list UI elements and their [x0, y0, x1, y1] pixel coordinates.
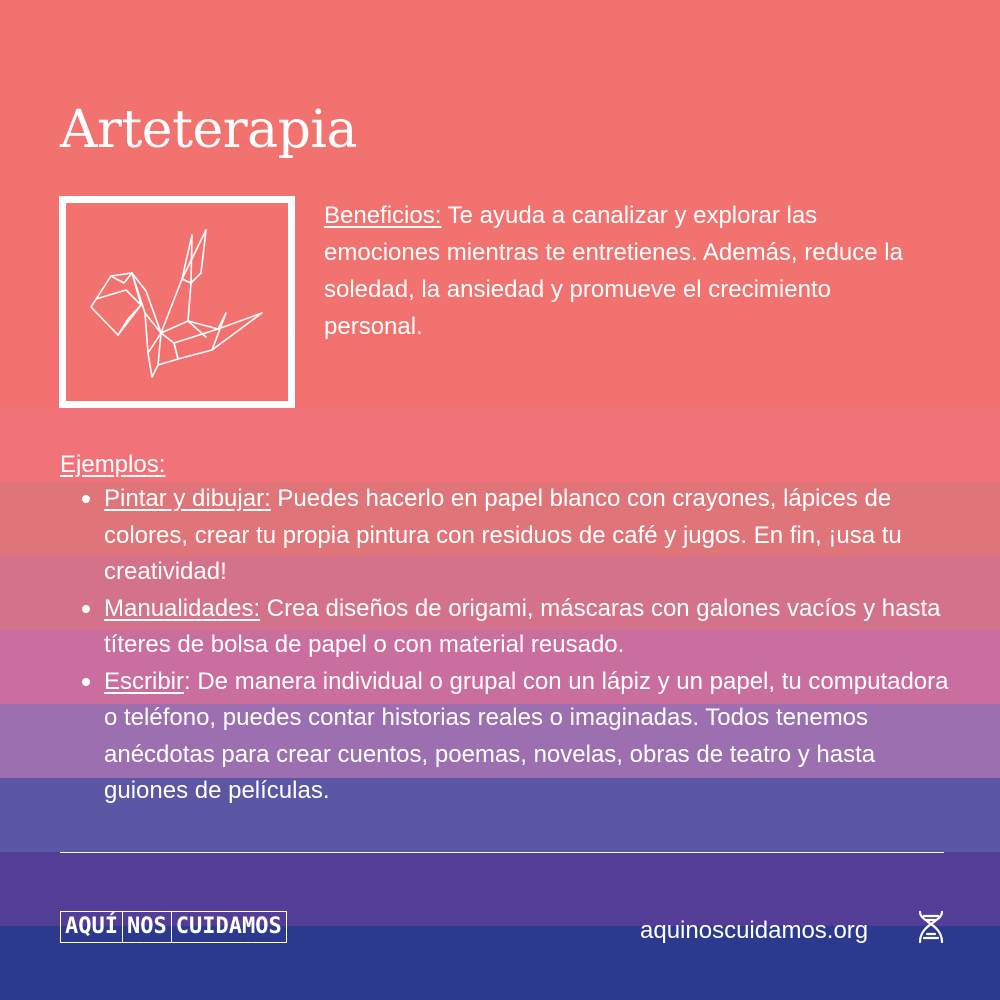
logo-word: CUIDAMOS: [171, 912, 286, 942]
website-link[interactable]: aquinoscuidamos.org: [640, 917, 869, 944]
list-item: [60, 481, 960, 591]
example-text-painting: Puedes hacerlo en papel blanco con crayones, lápices de colores, crear tu propia pintura con residuos de café y jugos. En fin, ¡usa tu creatividad!: [104, 485, 902, 585]
illustration-frame: [59, 196, 295, 408]
example-label-painting: Pintar y dibujar:: [104, 485, 271, 512]
list-item: [60, 591, 960, 664]
logo-word: AQUÍ: [65, 914, 118, 939]
examples-list: [60, 481, 960, 810]
example-text-crafts: Crea diseños de origami, máscaras con galones vacíos y hasta títeres de bolsa de papel o con material reusado.: [104, 594, 941, 658]
brand-logo: [60, 911, 287, 943]
example-label-crafts: Manualidades:: [104, 594, 261, 622]
origami-crane-icon: [66, 203, 288, 401]
benefits-text: Te ayuda a canalizar y explorar las emociones mientras te entretienes. Además, reduce la soledad, la ansiedad y promueve el crecimiento personal.: [324, 202, 903, 340]
dna-helix-icon: [915, 910, 947, 944]
benefits-label: Beneficios:: [324, 202, 442, 229]
example-label-writing: Escribir: [104, 667, 185, 695]
benefits-paragraph: [324, 197, 904, 345]
examples-heading: Ejemplos:: [60, 451, 166, 478]
list-item: [60, 664, 960, 810]
page-title: Arteterapia: [60, 100, 358, 160]
example-text-writing: : De manera individual o grupal con un lápiz y un papel, tu computadora o teléfono, puedes contar historias reales o imaginadas. Todos tenemos anécdotas para crear cuentos, poemas, novelas, obras de teatro y hasta guiones de películas.: [104, 667, 949, 804]
logo-word: NOS: [122, 912, 171, 942]
divider: [60, 852, 944, 853]
